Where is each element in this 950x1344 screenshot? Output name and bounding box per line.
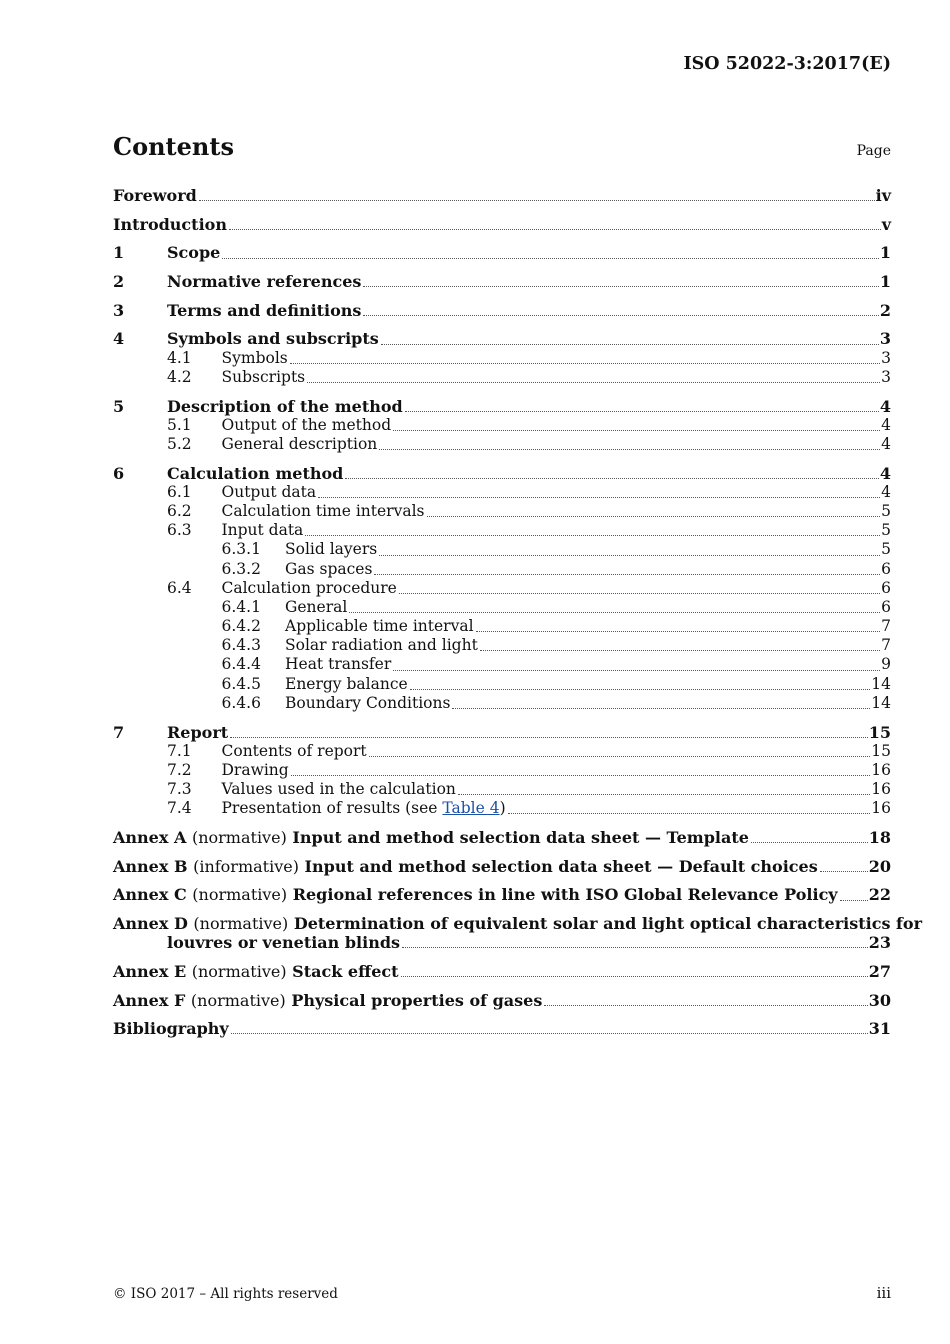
dot-leader (393, 669, 880, 671)
label-text: ) (499, 799, 506, 818)
toc-page: 5 (881, 540, 891, 559)
toc-entry-normative-references[interactable] (113, 272, 891, 291)
annex-kind: (normative) (193, 914, 289, 933)
dot-leader (399, 592, 880, 594)
annex-kind: (normative) (191, 961, 287, 981)
annex-title: Stack effect (292, 961, 399, 981)
toc-entry-annex-d[interactable] (113, 914, 923, 953)
toc-entry-output-method[interactable] (113, 416, 891, 435)
toc-number: 4 (113, 329, 125, 349)
annex-name: Annex C (113, 885, 187, 905)
toc-page: 14 (871, 693, 891, 712)
dot-leader (476, 630, 881, 632)
contents-title: Contents (113, 132, 234, 161)
toc-number: 6.3.2 (221, 559, 261, 578)
toc-entry-foreword[interactable] (113, 186, 891, 205)
toc-page: 6 (881, 578, 891, 597)
toc-number: 5.2 (167, 434, 192, 453)
dot-leader (229, 228, 881, 230)
dot-leader (381, 343, 879, 345)
page-column-label: Page (856, 143, 891, 159)
annex-name: Annex A (113, 827, 187, 847)
toc-label: Values used in the calculation (221, 780, 456, 799)
toc-page: 5 (881, 501, 891, 520)
toc-page: iv (875, 186, 891, 205)
toc-page: 3 (879, 329, 891, 349)
dot-leader (480, 649, 880, 651)
toc-page: 9 (881, 655, 891, 674)
toc-page: 4 (881, 434, 891, 453)
toc-number: 5 (113, 396, 125, 416)
dot-leader (305, 534, 880, 536)
toc-entry-general[interactable] (113, 598, 891, 617)
annex-kind: (informative) (193, 856, 299, 876)
toc-label: Output of the method (221, 415, 392, 434)
toc-page: 1 (879, 243, 891, 263)
toc-label: Calculation method (167, 463, 344, 483)
toc-page: 16 (871, 760, 891, 779)
toc-number: 7 (113, 722, 125, 742)
toc-entry-drawing[interactable] (113, 761, 891, 780)
toc-page: 22 (868, 885, 891, 905)
toc-number: 1 (113, 243, 125, 263)
dot-leader (230, 736, 868, 738)
dot-leader (410, 688, 871, 690)
annex-title: Input and method selection data sheet — Default choices (304, 856, 818, 876)
toc-number: 6 (113, 463, 125, 483)
toc-label: Applicable time interval (285, 617, 474, 636)
toc-page: 4 (879, 396, 891, 416)
toc-entry-applicable-time-interval[interactable] (113, 617, 891, 636)
annex-title: Input and method selection data sheet — Template (292, 827, 749, 847)
toc-entry-annex-e[interactable] (113, 962, 891, 981)
toc-entry-annex-f[interactable] (113, 991, 891, 1010)
dot-leader (231, 1032, 868, 1034)
toc-entry-output-data[interactable] (113, 483, 891, 502)
toc-entry-introduction[interactable] (113, 215, 891, 234)
toc-label: Scope (167, 243, 221, 263)
toc-label: Heat transfer (285, 655, 392, 674)
dot-leader (363, 314, 878, 316)
toc-page: 16 (871, 780, 891, 799)
toc-number: 6.4.4 (221, 655, 261, 674)
toc-page: 15 (868, 722, 891, 742)
annex-title: Regional references in line with ISO Global Relevance Policy (292, 885, 838, 905)
dot-leader (508, 812, 871, 814)
dot-leader (379, 554, 880, 556)
table-4-link[interactable]: Table 4 (442, 799, 500, 818)
toc-page: 27 (868, 961, 891, 981)
toc-entry-scope[interactable] (113, 243, 891, 262)
toc-label: Description of the method (167, 396, 403, 416)
toc-entry-annex-c[interactable] (113, 885, 891, 904)
toc-label (113, 885, 838, 904)
toc-number: 7.3 (167, 780, 192, 799)
toc-page: 5 (881, 521, 891, 540)
toc-page: 7 (881, 617, 891, 636)
dot-leader (458, 793, 870, 795)
toc-number: 7.4 (167, 799, 192, 818)
toc-entry-calculation-procedure[interactable] (113, 579, 891, 598)
toc-entry-boundary-conditions[interactable] (113, 694, 891, 713)
toc-label: Introduction (113, 214, 227, 234)
toc-page: 3 (881, 367, 891, 386)
toc-label (113, 962, 399, 981)
annex-name: Annex D (113, 914, 188, 933)
toc-label: Terms and definitions (167, 300, 362, 320)
toc-page: 30 (868, 990, 891, 1010)
toc-label: Normative references (167, 272, 362, 292)
toc-label: Drawing (221, 760, 289, 779)
dot-leader (349, 611, 880, 613)
toc-number: 3 (113, 300, 125, 320)
dot-leader (345, 477, 879, 479)
toc-page: 7 (881, 636, 891, 655)
dot-leader (427, 515, 881, 517)
toc-label: Symbols and subscripts (167, 329, 379, 349)
dot-leader (452, 707, 870, 709)
dot-leader (291, 774, 871, 776)
toc-page: 4 (879, 463, 891, 483)
toc-number: 7.1 (167, 741, 192, 760)
toc-number: 6.4.5 (221, 674, 261, 693)
dot-leader (199, 199, 875, 201)
toc-entry-report[interactable] (113, 723, 891, 742)
toc-entry-calculation-time-intervals[interactable] (113, 502, 891, 521)
dot-leader (393, 429, 880, 431)
toc-number: 6.3.1 (221, 540, 261, 559)
dot-leader (751, 841, 868, 843)
toc-entry-calculation-method[interactable] (113, 464, 891, 483)
dot-leader (290, 362, 880, 364)
toc-number: 7.2 (167, 760, 192, 779)
toc-label: Bibliography (113, 1019, 229, 1039)
toc-label: Output data (221, 482, 317, 501)
toc-entry-energy-balance[interactable] (113, 675, 891, 694)
toc-entry-symbols[interactable] (113, 349, 891, 368)
toc-entry-general-description[interactable] (113, 435, 891, 454)
toc-entry-heat-transfer[interactable] (113, 655, 891, 674)
annex-kind: (normative) (191, 827, 287, 847)
toc-number: 6.4.3 (221, 636, 261, 655)
toc-page: 20 (868, 856, 891, 876)
annex-name: Annex E (113, 961, 187, 981)
toc-number: 6.2 (167, 501, 192, 520)
toc-page: 31 (868, 1019, 891, 1039)
annex-kind: (normative) (192, 885, 288, 905)
toc-label (113, 828, 749, 847)
toc-label: General description (221, 434, 378, 453)
toc-number: 6.4.2 (221, 617, 261, 636)
dot-leader (374, 573, 880, 575)
toc-number: 4.2 (167, 367, 192, 386)
toc-label: Calculation time intervals (221, 501, 425, 520)
toc-label: Foreword (113, 186, 197, 205)
toc-entry-bibliography[interactable] (113, 1019, 891, 1038)
toc-entry-contents-of-report[interactable] (113, 742, 891, 761)
dot-leader (544, 1004, 867, 1006)
toc-label: Calculation procedure (221, 578, 397, 597)
dot-leader (401, 975, 868, 977)
dot-leader (222, 257, 879, 259)
toc-label: Solid layers (285, 540, 378, 559)
toc-number: 6.4.1 (221, 597, 261, 616)
toc-page: 6 (881, 559, 891, 578)
label-text: Presentation of results (see (221, 799, 443, 818)
toc-number: 5.1 (167, 415, 192, 434)
toc-page: 2 (879, 300, 891, 320)
toc-page: 23 (868, 933, 891, 953)
toc-entry-subscripts[interactable] (113, 368, 891, 387)
annex-title: Determination of equivalent solar and light optical characteristics for (293, 914, 923, 933)
toc-label: Solar radiation and light (285, 636, 478, 655)
toc-page: 16 (871, 799, 891, 818)
annex-kind: (normative) (190, 990, 286, 1010)
dot-leader (307, 381, 880, 383)
toc-entry-solid-layers[interactable] (113, 540, 891, 559)
toc-entry-description-method[interactable] (113, 397, 891, 416)
toc-number: 6.4.6 (221, 693, 261, 712)
toc-number: 6.3 (167, 521, 192, 540)
annex-name: Annex B (113, 856, 188, 876)
toc-number: 6.4 (167, 578, 192, 597)
toc-label: Gas spaces (285, 559, 373, 578)
toc-label: Boundary Conditions (285, 693, 451, 712)
toc-label: Input data (221, 521, 304, 540)
dot-leader (318, 496, 880, 498)
page-number: iii (876, 1284, 891, 1302)
toc-number: 4.1 (167, 348, 192, 367)
annex-d-second-line (113, 933, 891, 952)
toc-page: 18 (868, 827, 891, 847)
toc-label: Contents of report (221, 741, 367, 760)
dot-leader (405, 410, 879, 412)
toc-label (113, 857, 818, 876)
dot-leader (820, 870, 868, 872)
toc-entry-input-data[interactable] (113, 521, 891, 540)
dot-leader (840, 899, 868, 901)
toc-label: Symbols (221, 348, 288, 367)
toc-page: 4 (881, 415, 891, 434)
toc-entry-symbols-subscripts[interactable] (113, 329, 891, 348)
toc-number: 6.1 (167, 482, 192, 501)
annex-name: Annex F (113, 990, 186, 1010)
toc-entry-gas-spaces[interactable] (113, 560, 891, 579)
toc-page: 15 (871, 741, 891, 760)
toc-entry-annex-a[interactable] (113, 828, 891, 847)
dot-leader (363, 285, 878, 287)
toc-entry-solar-radiation-light[interactable] (113, 636, 891, 655)
dot-leader (379, 448, 880, 450)
toc-label: Energy balance (285, 674, 408, 693)
toc-label: Subscripts (221, 367, 306, 386)
toc-entry-values-used[interactable] (113, 780, 891, 799)
dot-leader (402, 946, 868, 948)
toc-page: 14 (871, 674, 891, 693)
table-of-contents (113, 186, 923, 1039)
annex-title-continued: louvres or venetian blinds (167, 933, 401, 953)
annex-d-first-line (113, 914, 923, 933)
toc-entry-terms-definitions[interactable] (113, 301, 891, 320)
toc-page: 3 (881, 348, 891, 367)
annex-title: Physical properties of gases (291, 990, 543, 1010)
toc-label (222, 799, 506, 818)
toc-page: 4 (881, 482, 891, 501)
toc-page: 6 (881, 597, 891, 616)
document-code: ISO 52022-3:2017(E) (683, 54, 891, 74)
toc-label: Report (167, 722, 229, 742)
toc-number: 2 (113, 272, 125, 292)
toc-label: General (285, 597, 348, 616)
toc-entry-presentation-of-results[interactable] (113, 799, 891, 818)
toc-entry-annex-b[interactable] (113, 857, 891, 876)
toc-page: v (881, 214, 891, 234)
toc-label (113, 991, 542, 1010)
dot-leader (369, 755, 871, 757)
copyright-notice: © ISO 2017 – All rights reserved (113, 1286, 338, 1302)
toc-page: 1 (879, 272, 891, 292)
